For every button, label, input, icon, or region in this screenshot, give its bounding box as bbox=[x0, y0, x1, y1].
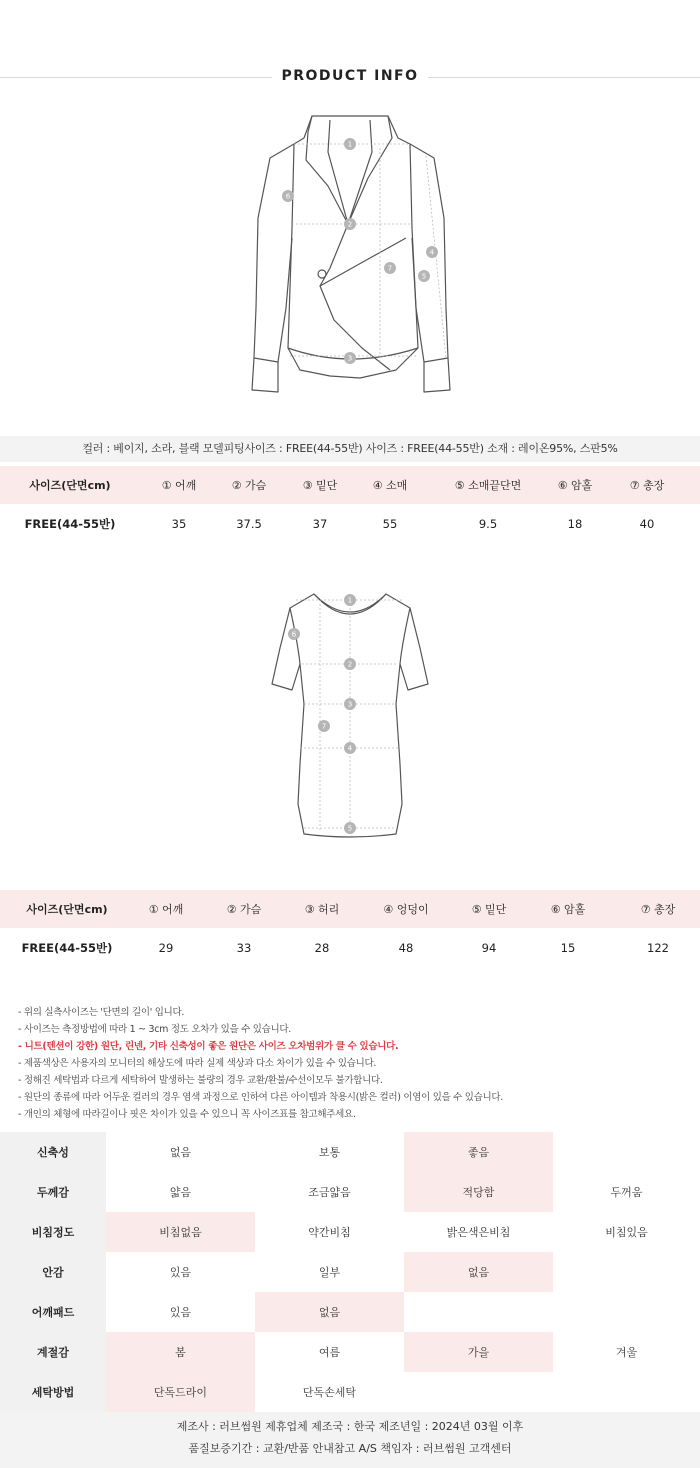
table-cell: 29 bbox=[158, 941, 174, 955]
table-header-cell: ⑦ 총장 bbox=[640, 903, 676, 916]
table-cell: FREE(44-55반) bbox=[24, 517, 116, 531]
dress-illustration bbox=[0, 584, 700, 844]
table-header-cell: ③ 밑단 bbox=[302, 479, 338, 492]
table-header-cell: ① 어깨 bbox=[161, 479, 197, 492]
svg-text:2: 2 bbox=[347, 660, 353, 669]
table-cell: 94 bbox=[481, 941, 497, 955]
note-item: - 정해진 세탁법과 다르게 세탁하여 발생하는 불량의 경우 교환/환불/수선이모두 불가합니다. bbox=[18, 1075, 383, 1086]
svg-text:1: 1 bbox=[347, 596, 353, 605]
attr-option: 조금얇음 bbox=[308, 1186, 351, 1199]
note-item: - 제품색상은 사용자의 모니터의 해상도에 따라 실제 색상과 다소 차이가 있을 수 있습니다. bbox=[18, 1058, 377, 1069]
size-table-dress bbox=[0, 890, 700, 968]
jacket-illustration bbox=[0, 108, 700, 408]
note-item: - 개인의 체형에 따라길이나 핏은 차이가 있을 수 있으니 꼭 사이즈표를 참고해주세요. bbox=[18, 1109, 356, 1120]
table-header-row bbox=[0, 890, 700, 928]
table-header-cell: 사이즈(단면cm) bbox=[29, 479, 111, 492]
attr-option-selected: 없음 bbox=[404, 1252, 553, 1292]
footer-line-manufacturer: 제조사 : 러브썸원 제휴업체 제조국 : 한국 제조년일 : 2024년 03월 이후 bbox=[176, 1420, 524, 1433]
note-item: - 원단의 종류에 따라 어두운 컬러의 경우 염색 과정으로 인하여 다른 아이템과 착용시(밝은 컬러) 이염이 있을 수 있습니다. bbox=[18, 1092, 503, 1103]
footer-line-warranty: 품질보증기간 : 교환/반품 안내참고 A/S 책임자 : 러브썸원 고객센터 bbox=[188, 1442, 512, 1455]
attr-option bbox=[404, 1372, 553, 1412]
table-header-cell: ⑤ 소매끝단면 bbox=[454, 479, 522, 492]
attr-label: 계절감 bbox=[0, 1332, 106, 1372]
attr-option bbox=[553, 1252, 700, 1292]
svg-text:6: 6 bbox=[291, 630, 297, 639]
svg-text:4: 4 bbox=[347, 744, 353, 753]
fabric-attribute-table bbox=[0, 1132, 700, 1412]
page-title: PRODUCT INFO bbox=[281, 68, 419, 84]
table-cell: FREE(44-55반) bbox=[21, 941, 113, 955]
attr-option: 일부 bbox=[318, 1266, 341, 1279]
attr-option: 없음 bbox=[169, 1146, 192, 1159]
dress-drawing bbox=[250, 584, 450, 840]
attr-option-selected: 좋음 bbox=[404, 1132, 553, 1172]
divider bbox=[0, 77, 272, 78]
note-item: - 위의 실측사이즈는 '단면의 길이' 입니다. bbox=[18, 1007, 185, 1018]
table-header-cell: ④ 소매 bbox=[372, 479, 408, 492]
table-cell: 9.5 bbox=[478, 517, 498, 531]
svg-text:6: 6 bbox=[285, 192, 291, 201]
svg-text:7: 7 bbox=[321, 722, 327, 731]
attr-option: 있음 bbox=[169, 1306, 192, 1319]
svg-text:4: 4 bbox=[429, 248, 435, 257]
attr-option: 단독손세탁 bbox=[302, 1386, 357, 1399]
attr-row-washing bbox=[0, 1372, 700, 1412]
attr-option: 밝은색은비침 bbox=[446, 1226, 511, 1239]
size-table-jacket bbox=[0, 466, 700, 544]
manufacturer-footer bbox=[0, 1412, 700, 1468]
table-header-cell: ② 가슴 bbox=[231, 479, 267, 492]
table-header-cell: ② 가슴 bbox=[226, 903, 262, 916]
attr-option-selected: 봄 bbox=[106, 1332, 255, 1372]
svg-text:5: 5 bbox=[421, 272, 427, 281]
table-header-cell: ⑦ 총장 bbox=[629, 479, 665, 492]
svg-text:3: 3 bbox=[347, 354, 353, 363]
table-header-cell: ⑤ 밑단 bbox=[471, 903, 507, 916]
table-header-cell: 사이즈(단면cm) bbox=[26, 903, 108, 916]
product-info-bar: 컬러 : 베이지, 소라, 블랙 모델피팅사이즈 : FREE(44-55반) 사이즈 : FREE(44-55반) 소재 : 레이온95%, 스판5% bbox=[0, 436, 700, 462]
attr-row-stretch bbox=[0, 1132, 700, 1172]
attr-label: 안감 bbox=[0, 1252, 106, 1292]
attr-row-thickness bbox=[0, 1172, 700, 1212]
attr-option: 보통 bbox=[318, 1146, 341, 1159]
attr-option: 약간비침 bbox=[308, 1226, 351, 1239]
attr-option-selected: 단독드라이 bbox=[106, 1372, 255, 1412]
attr-label: 두께감 bbox=[0, 1172, 106, 1212]
table-cell: 40 bbox=[639, 517, 655, 531]
table-header-cell: ③ 허리 bbox=[304, 903, 340, 916]
svg-text:3: 3 bbox=[347, 700, 353, 709]
attr-row-sheerness bbox=[0, 1212, 700, 1252]
attr-option: 두꺼움 bbox=[610, 1186, 643, 1199]
svg-text:5: 5 bbox=[347, 824, 353, 833]
table-header-cell: ① 어깨 bbox=[148, 903, 184, 916]
table-cell: 37 bbox=[312, 517, 328, 531]
attr-option-selected: 비침없음 bbox=[106, 1212, 255, 1252]
attr-option: 얇음 bbox=[169, 1186, 192, 1199]
attr-label: 세탁방법 bbox=[0, 1372, 106, 1412]
table-cell: 122 bbox=[647, 941, 669, 955]
table-header-row bbox=[0, 466, 700, 504]
attr-option bbox=[553, 1132, 700, 1172]
attr-option bbox=[553, 1372, 700, 1412]
table-cell: 55 bbox=[382, 517, 398, 531]
note-item: - 사이즈는 측정방법에 따라 1 ~ 3cm 정도 오차가 있을 수 있습니다. bbox=[18, 1024, 291, 1035]
notes-list bbox=[18, 1004, 688, 1123]
table-cell: 15 bbox=[560, 941, 576, 955]
attr-option-selected: 적당함 bbox=[404, 1172, 553, 1212]
table-cell: 48 bbox=[398, 941, 414, 955]
attr-option bbox=[404, 1292, 553, 1332]
attr-option: 비침있음 bbox=[605, 1226, 648, 1239]
attr-label: 비침정도 bbox=[0, 1212, 106, 1252]
divider bbox=[428, 77, 700, 78]
product-info-title-bar bbox=[0, 66, 700, 90]
attr-label: 신축성 bbox=[0, 1132, 106, 1172]
attr-option: 겨울 bbox=[615, 1346, 638, 1359]
table-cell: 18 bbox=[567, 517, 583, 531]
attr-row-shoulder-pad bbox=[0, 1292, 700, 1332]
table-cell: 37.5 bbox=[236, 517, 262, 531]
attr-option-selected: 가을 bbox=[404, 1332, 553, 1372]
attr-row-season bbox=[0, 1332, 700, 1372]
table-row bbox=[0, 928, 700, 968]
table-header-cell: ⑥ 암홀 bbox=[550, 903, 586, 916]
attr-label: 어깨패드 bbox=[0, 1292, 106, 1332]
attr-option bbox=[553, 1292, 700, 1332]
jacket-drawing bbox=[230, 108, 470, 404]
note-item-warning: - 니트(텐션이 강한) 원단, 린넨, 기타 신축성이 좋은 원단은 사이즈 오차범위가 클 수 있습니다. bbox=[18, 1041, 399, 1052]
attr-option-selected: 없음 bbox=[255, 1292, 404, 1332]
svg-text:2: 2 bbox=[347, 220, 353, 229]
attr-option: 여름 bbox=[318, 1346, 341, 1359]
table-cell: 33 bbox=[236, 941, 252, 955]
attr-row-lining bbox=[0, 1252, 700, 1292]
svg-text:1: 1 bbox=[347, 140, 353, 149]
table-cell: 28 bbox=[314, 941, 330, 955]
table-cell: 35 bbox=[171, 517, 187, 531]
svg-text:7: 7 bbox=[387, 264, 393, 273]
table-header-cell: ④ 엉덩이 bbox=[383, 903, 429, 916]
table-row bbox=[0, 504, 700, 544]
attr-option: 있음 bbox=[169, 1266, 192, 1279]
table-header-cell: ⑥ 암홀 bbox=[557, 479, 593, 492]
